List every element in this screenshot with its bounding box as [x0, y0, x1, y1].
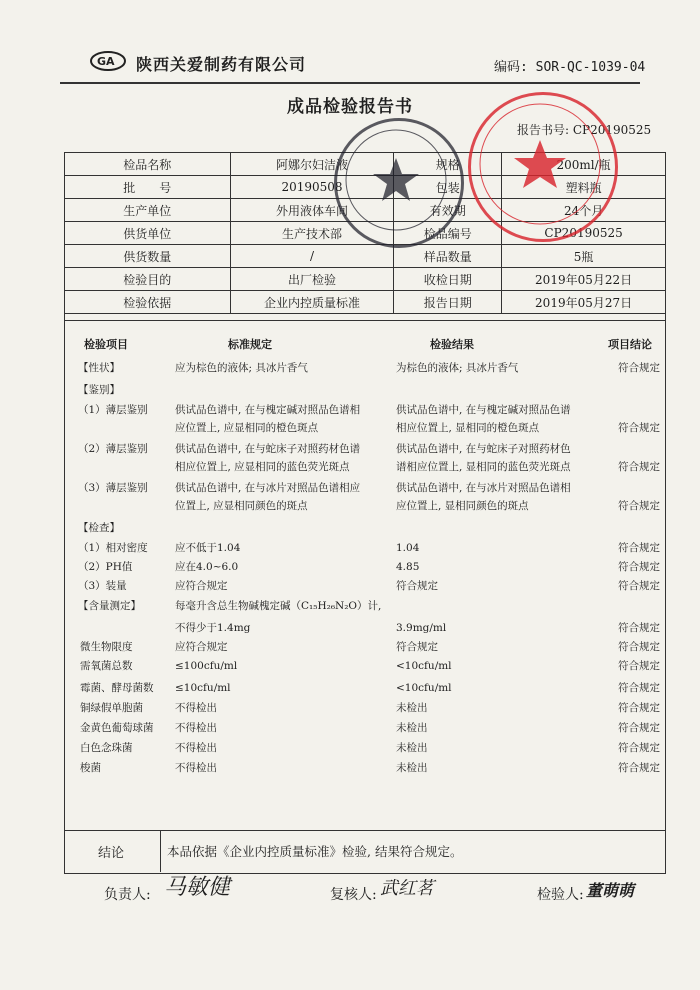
test-conclusion: 符合规定 — [618, 660, 660, 672]
header-conclusion: 项目结论 — [608, 338, 652, 351]
test-conclusion: 符合规定 — [618, 500, 660, 512]
test-standard: 应在4.0~6.0 — [175, 561, 239, 573]
test-conclusion: 符合规定 — [618, 742, 660, 754]
info-value: CP20190525 — [502, 222, 666, 245]
info-value: 20190508 — [230, 176, 394, 199]
test-item: 微生物限度 — [80, 641, 133, 653]
header-result: 检验结果 — [430, 338, 474, 351]
info-label: 收检日期 — [394, 268, 502, 291]
info-value: 塑料瓶 — [502, 176, 666, 199]
test-result: 未检出 — [396, 742, 428, 754]
test-conclusion: 符合规定 — [618, 622, 660, 634]
black-seal-stamp — [334, 118, 464, 248]
test-item: 霉菌、酵母菌数 — [80, 682, 154, 694]
info-value: 24个月 — [502, 199, 666, 222]
test-standard: 应符合规定 — [175, 641, 228, 653]
header-standard: 标准规定 — [228, 338, 272, 351]
test-item: 【性状】 — [78, 362, 120, 374]
test-standard: 应不低于1.04 — [175, 542, 241, 554]
test-standard: ≤10cfu/ml — [175, 682, 231, 694]
test-item: 需氧菌总数 — [80, 660, 133, 672]
test-conclusion: 符合规定 — [618, 682, 660, 694]
test-result: <10cfu/ml — [396, 660, 452, 672]
test-item: （1）相对密度 — [78, 542, 148, 554]
test-item: （2）薄层鉴别 — [78, 443, 148, 455]
test-conclusion: 符合规定 — [618, 722, 660, 734]
test-conclusion: 符合规定 — [618, 542, 660, 554]
test-result: 供试品色谱中, 在与冰片对照品色谱相 — [396, 482, 571, 494]
test-conclusion: 符合规定 — [618, 422, 660, 434]
header-rule — [60, 82, 640, 85]
test-standard: 相应位置上, 应显相同的蓝色荧光斑点 — [175, 461, 350, 473]
info-label: 检品名称 — [65, 153, 231, 176]
test-result: 为棕色的液体; 具冰片香气 — [396, 362, 519, 374]
responsible-signature: 马敏健 — [164, 875, 231, 900]
company-name: 陕西关爱制药有限公司 — [136, 55, 307, 74]
test-standard: ≤100cfu/ml — [175, 660, 238, 672]
test-item: （3）薄层鉴别 — [78, 482, 148, 494]
test-result: 1.04 — [396, 542, 420, 554]
section-divider — [64, 320, 666, 321]
conclusion-column-divider — [160, 830, 161, 872]
inspector-signature: 董萌萌 — [586, 881, 635, 900]
page-title: 成品检验报告书 — [287, 97, 413, 117]
test-item: （2）PH值 — [78, 561, 133, 573]
test-result: 符合规定 — [396, 580, 438, 592]
info-label: 包装 — [394, 176, 502, 199]
red-seal-stamp — [468, 92, 618, 242]
test-standard: 供试品色谱中, 在与冰片对照品色谱相应 — [175, 482, 361, 494]
info-value: 200ml/瓶 — [502, 153, 666, 176]
test-conclusion: 符合规定 — [618, 561, 660, 573]
info-label: 规格 — [394, 153, 502, 176]
test-result: 应位置上, 显相同颜色的斑点 — [396, 500, 529, 512]
test-result: 供试品色谱中, 在与蛇床子对照药材色 — [396, 443, 571, 455]
test-item: 【检查】 — [78, 522, 120, 534]
test-standard: 每毫升含总生物碱槐定碱（C₁₅H₂₆N₂O）计, — [175, 600, 382, 612]
reviewer-label: 复核人: — [330, 887, 377, 903]
test-standard: 不得检出 — [175, 722, 217, 734]
test-result: 未检出 — [396, 762, 428, 774]
test-conclusion: 符合规定 — [618, 461, 660, 473]
test-item: （1）薄层鉴别 — [78, 404, 148, 416]
info-value: 5瓶 — [502, 245, 666, 268]
test-result: 未检出 — [396, 702, 428, 714]
test-conclusion: 符合规定 — [618, 362, 660, 374]
info-value: 企业内控质量标准 — [230, 291, 394, 314]
test-conclusion: 符合规定 — [618, 641, 660, 653]
inspector-label: 检验人: — [537, 887, 584, 903]
info-label: 检验依据 — [65, 291, 231, 314]
info-value: 2019年05月27日 — [502, 291, 666, 314]
test-result: 相应位置上, 显相同的橙色斑点 — [396, 422, 540, 434]
info-label: 样品数量 — [394, 245, 502, 268]
test-standard: 供试品色谱中, 在与蛇床子对照药材色谱 — [175, 443, 361, 455]
info-label: 供货数量 — [65, 245, 231, 268]
header-item: 检验项目 — [84, 338, 128, 351]
test-conclusion: 符合规定 — [618, 762, 660, 774]
info-row — [65, 245, 666, 268]
info-label: 有效期 — [394, 199, 502, 222]
info-label: 报告日期 — [394, 291, 502, 314]
info-value: 外用液体车间 — [230, 199, 394, 222]
info-row — [65, 291, 666, 314]
info-label: 供货单位 — [65, 222, 231, 245]
test-item: 铜绿假单胞菌 — [80, 702, 143, 714]
conclusion-text: 本品依据《企业内控质量标准》检验, 结果符合规定。 — [167, 844, 463, 859]
test-item: 【含量测定】 — [78, 600, 141, 612]
svg-text:GA: GA — [97, 55, 115, 68]
test-conclusion: 符合规定 — [618, 702, 660, 714]
test-result: 供试品色谱中, 在与槐定碱对照品色谱 — [396, 404, 571, 416]
test-standard: 不得检出 — [175, 742, 217, 754]
test-item: （3）装量 — [78, 580, 127, 592]
test-standard: 应位置上, 应显相同的橙色斑点 — [175, 422, 319, 434]
test-standard: 应为棕色的液体; 具冰片香气 — [175, 362, 308, 374]
test-standard: 应符合规定 — [175, 580, 228, 592]
test-result: <10cfu/ml — [396, 682, 452, 694]
info-label: 检品编号 — [394, 222, 502, 245]
test-item: 金黄色葡萄球菌 — [80, 722, 154, 734]
document-code: 编码: SOR-QC-1039-04 — [494, 60, 646, 75]
test-conclusion: 符合规定 — [618, 580, 660, 592]
test-item: 梭菌 — [80, 762, 101, 774]
test-standard: 不得检出 — [175, 702, 217, 714]
info-label: 生产单位 — [65, 199, 231, 222]
test-result: 谱相应位置上, 显相同的蓝色荧光斑点 — [396, 461, 571, 473]
info-value: 出厂检验 — [230, 268, 394, 291]
test-result: 4.85 — [396, 561, 420, 573]
responsible-label: 负责人: — [104, 887, 151, 903]
info-value: / — [230, 245, 394, 268]
test-result: 3.9mg/ml — [396, 622, 447, 634]
info-row — [65, 268, 666, 291]
test-standard: 不得检出 — [175, 762, 217, 774]
test-standard: 供试品色谱中, 在与槐定碱对照品色谱相 — [175, 404, 361, 416]
test-standard: 不得少于1.4mg — [175, 622, 251, 634]
report-number: 报告书号: CP20190525 — [517, 123, 652, 137]
conclusion-label: 结论 — [98, 846, 125, 861]
info-value: 2019年05月22日 — [502, 268, 666, 291]
conclusion-divider — [64, 830, 666, 831]
test-standard: 位置上, 应显相同颜色的斑点 — [175, 500, 308, 512]
info-value: 生产技术部 — [230, 222, 394, 245]
test-result: 符合规定 — [396, 641, 438, 653]
info-label: 检验目的 — [65, 268, 231, 291]
info-label: 批 号 — [65, 176, 231, 199]
reviewer-signature: 武红茗 — [380, 878, 434, 899]
test-result: 未检出 — [396, 722, 428, 734]
test-item: 白色念珠菌 — [80, 742, 133, 754]
test-item: 【鉴别】 — [78, 384, 120, 396]
info-value: 阿娜尔妇洁液 — [230, 153, 394, 176]
